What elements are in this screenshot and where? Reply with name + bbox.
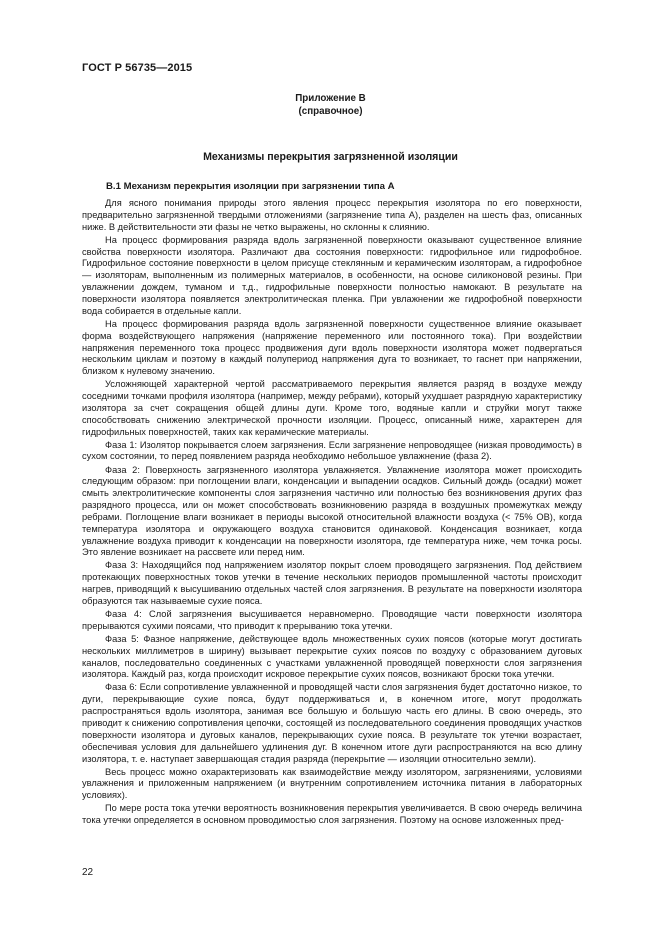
paragraph: Весь процесс можно охарактеризовать как взаимодействие между изолятором, загрязнениями, условиями увлажнения и приложенным напряжением (и внутренним сопротивлением источника питания в лабораторных условиях). [82,766,582,801]
paragraph: Фаза 2: Поверхность загрязненного изолятора увлажняется. Увлажнение изолятора может происходить следующим образом: при поглощении влаги, конденсации и выпадении осадков. Сильный дождь (осадки) может смыть электролитические компоненты слоя загрязнения частично или полностью без возникновения других фаз разрядного процесса, или он может способствовать возникновению разряда в воздушных промежутках между ребрами. Поглощение влаги возникает в периоды высокой относительной влажности воздуха (< 75% ОВ), когда температура изолятора и окружающего воздуха становится одинаковой. Конденсация возникает, когда увлажнение воздуха приводит к конденсации на поверхности изолятора, где температура ниже, чем точка росы. Это явление возникает на рассвете или перед ним. [82,464,582,558]
paragraph: На процесс формирования разряда вдоль загрязненной поверхности оказывают существенное влияние свойства поверхности изолятора. Различают два состояния поверхности: гидрофильное или гидрофобное. Гидрофильное состояние поверхности в целом присуще стеклянным и керамическим изоляторам, а гидрофобное — изоляторам, выполненным из полимерных материалов, в особенности, на основе силиконовой резины. При увлажнении дождем, туманом и т.д., гидрофильные поверхности полностью намокают. В результате на поверхности изолятора появляется электролитическая пленка. При увлажнении же гидрофобной поверхности вода собирается в отдельные капли. [82,234,582,316]
paragraph: Фаза 6: Если сопротивление увлажненной и проводящей части слоя загрязнения будет достаточно низкое, то дуги, перекрывающие сухие пояса, будут поддерживаться и, в конечном итоге, могут продолжать распространяться вдоль изолятора, занимая все большую и большую часть его длины. В свою очередь, это приводит к снижению сопротивления цепочки, состоящей из последовательного соединения проводящих участков поверхности изолятора и дуговых каналов, перекрывающих сухие пояса. В результате ток утечки возрастает, обеспечивая условия для дальнейшего удлинения дуг. В конечном итоге дуги распространяются на всю длину изолятора, т. е. наступает завершающая стадия разряда (перекрытие — изоляции относительно земли). [82,682,582,764]
section-heading: В.1 Механизм перекрытия изоляции при загрязнении типа А [106,181,395,192]
paragraph: Фаза 1: Изолятор покрывается слоем загрязнения. Если загрязнение непроводящее (низкая проводимость) в сухом состоянии, то перед появлением разряда необходимо небольшое увлажнение (фаза 2). [82,439,582,462]
paragraph: По мере роста тока утечки вероятность возникновения перекрытия увеличивается. В свою очередь величина тока утечки определяется в основном проводимостью слоя загрязнения. Поэтому на основе изложенных пред- [82,803,582,826]
appendix-block [0,92,661,118]
paragraph: На процесс формирования разряда вдоль загрязненной поверхности существенное влияние оказывает форма воздействующего напряжения (напряжение переменного или постоянного тока). При воздействии напряжения переменного тока процесс продвижения дуги вдоль поверхности изолятора может подвергаться нескольким циклам и поэтому в каждый полупериод напряжения дуга то возникает, то гаснет при напряжении, близком к нулевому значению. [82,318,582,377]
paragraph: Усложняющей характерной чертой рассматриваемого перекрытия является разряд в воздухе между соседними точками профиля изолятора (например, между ребрами), который ухудшает разрядную характеристику изолятора за счет сокращения общей длины дуги. Кроме того, водяные капли и струйки могут также способствовать снижению электрической прочности изоляции. Процесс, описанный ниже, характерен для гидрофильных поверхностей, таких как керамические материалы. [82,379,582,437]
appendix-label: Приложение В [295,93,366,104]
page-title: Механизмы перекрытия загрязненной изоляции [203,151,458,163]
page-number: 22 [82,867,94,878]
paragraph: Для ясного понимания природы этого явления процесс перекрытия изолятора по его поверхности, предварительно загрязненной твердыми отложениями (загрязнение типа А), разделен на шесть фаз, описанных ниже. В действительности эти фазы не четко выражены, но склонны к слиянию. [82,198,582,232]
appendix-type: (справочное) [298,106,363,117]
standard-header: ГОСТ Р 56735—2015 [82,62,193,74]
paragraph: Фаза 4: Слой загрязнения высушивается неравномерно. Проводящие части поверхности изолятора прерываются сухими поясами, что приводит к прерыванию тока утечки. [82,609,582,631]
paragraph: Фаза 3: Находящийся под напряжением изолятор покрыт слоем проводящего загрязнения. Под действием протекающих поверхностных токов утечки в течение нескольких периодов промышленной частоты происходит нагрев, приводящий к высушиванию отдельных частей слоя загрязнения. В результате на поверхности изолятора образуются так называемые сухие пояса. [82,560,582,606]
paragraph: Фаза 5: Фазное напряжение, действующее вдоль множественных сухих поясов (которые могут достигать нескольких миллиметров в ширину) вызывает перекрытие сухих поясов по воздуху с образованием дуговых каналов, последовательно соединенных с участками увлажненной проводящей поверхности слоя загрязнения изолятора. Каждый раз, когда происходит искровое перекрытие сухих поясов, возникают броски тока утечки. [82,633,582,680]
body-text [82,198,582,828]
